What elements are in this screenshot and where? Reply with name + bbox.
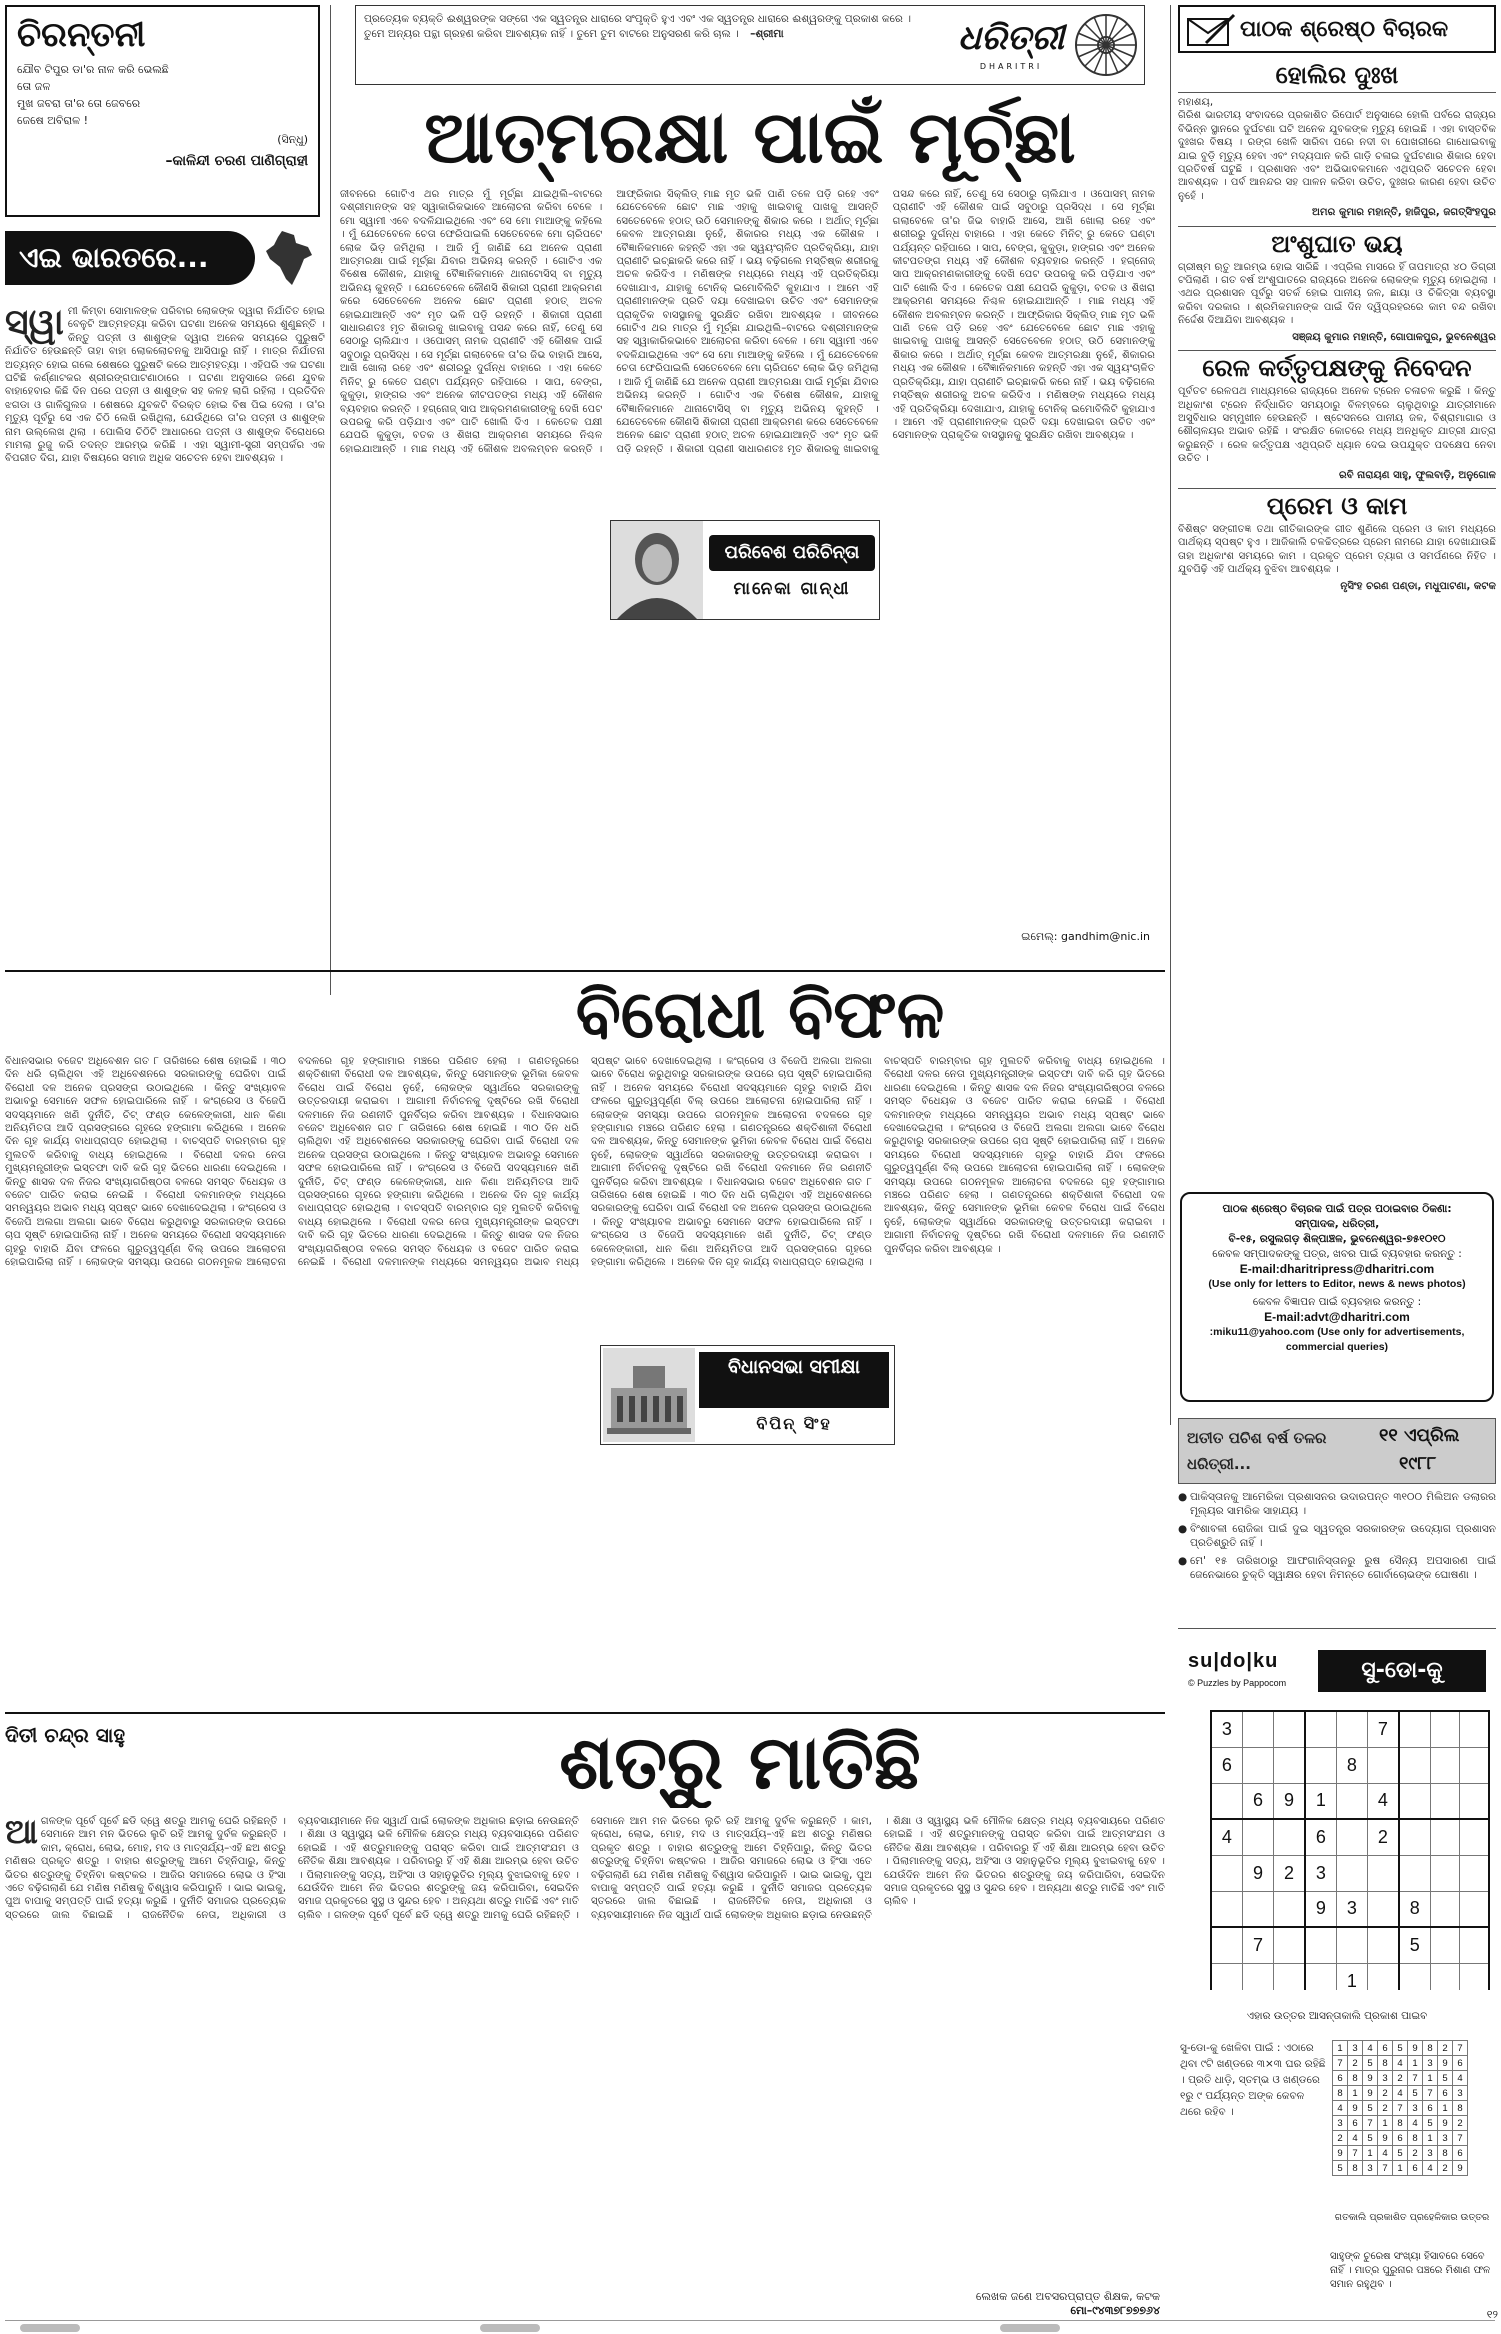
archive-date: ୧୧ ଏପ୍ରିଲ: [1379, 1425, 1460, 1446]
archive-list: [1178, 1490, 1496, 1622]
solution-cell: 4: [1408, 2116, 1423, 2131]
india-map-icon: [260, 229, 316, 289]
solution-cell: 2: [1393, 2071, 1408, 2086]
sudoku-header: [1188, 1650, 1488, 1700]
column-box-parivesh: [610, 520, 880, 620]
sudoku-cell[interactable]: [1368, 1963, 1399, 1990]
author-phone: ମୋ–୯୪୩୭୮୭୭୭୬୪: [1070, 2304, 1160, 2317]
sudoku-cell[interactable]: [1399, 1711, 1430, 1747]
sudoku-cell[interactable]: [1368, 1747, 1399, 1783]
letter-4-sign: ନୃସିଂହ ଚରଣ ପଣ୍ଡା, ମଧୁପାଟଣା, କଟକ: [1340, 580, 1496, 592]
middle-article-text: ବିଧାନସଭାର ବଜେଟ ଅଧିବେଶନ ଗତ ୮ ତାରିଖରେ ଶେଷ ହୋଇଛି । ୩୦ ଦିନ ଧରି ଚାଲିଥିବା ଏହି ଅଧିବେଶନରେ ସରକାରଙ୍କୁ ଘେରିବା ପାଇଁ ବିରୋଧୀ ଦଳ ଅନେକ ପ୍ରସଙ୍ଗ ଉଠାଇଥିଲେ । କିନ୍ତୁ ସଂଖ୍ୟାବଳ ଅଭାବରୁ ସେମାନେ ସଫଳ ହୋଇପାରିଲେ ନାହିଁ । କଂଗ୍ରେସ ଓ ବିଜେପି ସଦସ୍ୟମାନେ ଖଣି ଦୁର୍ନୀତି, ଚିଟ୍ ଫଣ୍ଡ କେଳେଙ୍କାରୀ, ଧାନ କିଣା ଅନିୟମିତତା ଆଦି ପ୍ରସଙ୍ଗରେ ଗୃହରେ ହଙ୍ଗାମା କରିଥିଲେ । ଅନେକ ଦିନ ଗୃହ କାର୍ଯ୍ୟ ବାଧାପ୍ରାପ୍ତ ହୋଇଥିଲା । ବାଚସ୍ପତି ବାରମ୍ବାର ଗୃହ ମୁଲତବି କରିବାକୁ ବାଧ୍ୟ ହୋଇଥିଲେ । ବିରୋଧୀ ଦଳର ନେତା ମୁଖ୍ୟମନ୍ତ୍ରୀଙ୍କ ଇସ୍ତଫା ଦାବି କରି ଗୃହ ଭିତରେ ଧାରଣା ଦେଇଥିଲେ । କିନ୍ତୁ ଶାସକ ଦଳ ନିଜର ସଂଖ୍ୟାଗରିଷ୍ଠତା ବଳରେ ସମସ୍ତ ବିଧେୟକ ଓ ବଜେଟ ପାରିତ କରାଇ ନେଇଛି । ବିରୋଧୀ ଦଳମାନଙ୍କ ମଧ୍ୟରେ ସମନ୍ୱୟର ଅଭାବ ମଧ୍ୟ ସ୍ପଷ୍ଟ ଭାବେ ଦେଖାଦେଇଥିଲା । କଂଗ୍ରେସ ଓ ବିଜେପି ଅଲଗା ଅଲଗା ଭାବେ ବିରୋଧ କରୁଥିବାରୁ ସରକାରଙ୍କ ଉପରେ ଚାପ ସୃଷ୍ଟି ହୋଇପାରିଲା ନାହିଁ । ଅନେକ ସମୟରେ ବିରୋଧୀ ସଦସ୍ୟମାନେ ଗୃହରୁ ବାହାରି ଯିବା ଫଳରେ ଗୁରୁତ୍ୱପୂର୍ଣ୍ଣ ବିଲ୍ ଉପରେ ଆଲୋଚନା ହୋଇପାରିଲା ନାହିଁ । ଲୋକଙ୍କ ସମସ୍ୟା ଉପରେ ଗଠନମୂଳକ ଆଲୋଚନା ବଦଳରେ ଗୃହ ହଙ୍ଗାମାର ମଞ୍ଚରେ ପରିଣତ ହେଲା । ଗଣତନ୍ତ୍ରରେ ଶକ୍ତିଶାଳୀ ବିରୋଧୀ ଦଳ ଆବଶ୍ୟକ, କିନ୍ତୁ ସେମାନଙ୍କ ଭୂମିକା କେବଳ ବିରୋଧ ପାଇଁ ବିରୋଧ ନୁହେଁ, ଲୋକଙ୍କ ସ୍ୱାର୍ଥରେ ସରକାରଙ୍କୁ ଉତ୍ତରଦାୟୀ କରାଇବା । ଆଗାମୀ ନିର୍ବାଚନକୁ ଦୃଷ୍ଟିରେ ରଖି ବିରୋଧୀ ଦଳମାନେ ନିଜ ରଣନୀତି ପୁନର୍ବିଚାର କରିବା ଆବଶ୍ୟକ ।: [5, 1056, 579, 1269]
sudoku-credit: © Puzzles by Pappocom: [1188, 1678, 1287, 1688]
ei-bharatare-title: ଏଇ ଭାରତରେ...: [5, 231, 255, 285]
solution-cell: 3: [1363, 2161, 1378, 2176]
solution-cell: 1: [1393, 2161, 1408, 2176]
sudoku-cell[interactable]: [1242, 1891, 1273, 1927]
sudoku-cell[interactable]: [1336, 1855, 1367, 1891]
sudoku-row: [1211, 1747, 1489, 1783]
footer-bar-right: [1000, 2324, 1060, 2332]
sudoku-solution-label: ଗତକାଲି ପ୍ରକାଶିତ ପ୍ରହେଳିକାର ଉତ୍ତର: [1334, 2212, 1490, 2223]
sudoku-cell[interactable]: [1305, 1963, 1336, 1990]
sudoku-cell[interactable]: 3: [1211, 1711, 1242, 1747]
solution-cell: 9: [1453, 2161, 1468, 2176]
solution-cell: 4: [1363, 2041, 1378, 2056]
letter-2-body: ଗ୍ରୀଷ୍ମ ଋତୁ ଆରମ୍ଭ ହୋଇ ସାରିଛି । ଏପ୍ରିଲ ମାସରେ ହିଁ ତାପମାତ୍ରା ୪୦ ଡିଗ୍ରୀ ଟପିଲାଣି । ଗତ ବର୍ଷ ଅଂଶୁଘାତରେ ରାଜ୍ୟରେ ଅନେକ ଲୋକଙ୍କ ମୃତ୍ୟୁ ହୋଇଥିଲା । ଏଥର ପ୍ରଶାସନ ପୂର୍ବରୁ ସତର୍କ ହୋଇ ପାନୀୟ ଜଳ, ଛାୟା ଓ ଚିକିତ୍ସା ବ୍ୟବସ୍ଥା କରିବା ଦରକାର । ଶ୍ରମିକମାନଙ୍କ ପାଇଁ ଦିନ ଦ୍ୱିପ୍ରହରରେ କାମ ବନ୍ଦ ରଖିବା ନିର୍ଦ୍ଦେଶ ଦିଆଯିବା ଆବଶ୍ୟକ ।: [1178, 261, 1496, 327]
solution-cell: 2: [1453, 2116, 1468, 2131]
solution-cell: 5: [1363, 2101, 1378, 2116]
address-line-4: କେବଳ ସମ୍ପାଦକଙ୍କୁ ପତ୍ର, ଖବର ପାଇଁ ବ୍ୟବହାର କରନ୍ତୁ :: [1212, 1248, 1462, 1260]
letter-1-salutation: ମହାଶୟ,: [1178, 97, 1214, 108]
solution-cell: 9: [1363, 2071, 1378, 2086]
sudoku-cell[interactable]: 1: [1336, 1963, 1367, 1990]
banner-quote: [364, 12, 934, 42]
sudoku-cell[interactable]: [1242, 1819, 1273, 1855]
solution-cell: 6: [1408, 2161, 1423, 2176]
letter-4-title: ପ୍ରେମ ଓ କାମ: [1266, 491, 1408, 520]
sudoku-cell[interactable]: [1211, 1855, 1242, 1891]
solution-cell: 8: [1438, 2146, 1453, 2161]
solution-cell: 4: [1423, 2161, 1438, 2176]
sudoku-cell[interactable]: 4: [1211, 1819, 1242, 1855]
solution-cell: 9: [1438, 2116, 1453, 2131]
sudoku-cell[interactable]: [1430, 1783, 1459, 1819]
sudoku-cell[interactable]: 7: [1242, 1927, 1273, 1963]
letters-section: [1178, 58, 1496, 1178]
sudoku-cell[interactable]: 2: [1274, 1855, 1305, 1891]
sudoku-answer-note: ଏହାର ଉତ୍ତର ଆସନ୍ତାକାଲି ପ୍ରକାଶ ପାଇବ: [1246, 2010, 1428, 2022]
solution-cell: 2: [1378, 2101, 1393, 2116]
envelope-pen-icon: [1186, 13, 1236, 47]
solution-row: [1333, 2056, 1468, 2071]
middle-headline: ବିରୋଧୀ ବିଫଳ: [575, 976, 945, 1053]
sudoku-cell[interactable]: [1274, 1927, 1305, 1963]
solution-cell: 6: [1423, 2101, 1438, 2116]
sudoku-cell[interactable]: [1368, 1891, 1399, 1927]
sudoku-cell[interactable]: [1274, 1819, 1305, 1855]
letter-3: [1178, 350, 1496, 482]
sudoku-cell[interactable]: 9: [1274, 1783, 1305, 1819]
main-headline: ଆତ୍ମରକ୍ଷା ପାଇଁ ମୂର୍ଚ୍ଛା: [424, 95, 1076, 179]
sudoku-cell[interactable]: [1399, 1747, 1430, 1783]
top-banner: [355, 5, 1145, 85]
solution-row: [1333, 2146, 1468, 2161]
middle-article-text-cont: ବିଧାନସଭାର ବଜେଟ ଅଧିବେଶନ ଗତ ୮ ତାରିଖରେ ଶେଷ ହୋଇଛି । ୩୦ ଦିନ ଧରି ଚାଲିଥିବା ଏହି ଅଧିବେଶନରେ ସରକାରଙ୍କୁ ଘେରିବା ପାଇଁ ବିରୋଧୀ ଦଳ ଅନେକ ପ୍ରସଙ୍ଗ ଉଠାଇଥିଲେ । କିନ୍ତୁ ସଂଖ୍ୟାବଳ ଅଭାବରୁ ସେମାନେ ସଫଳ ହୋଇପାରିଲେ ନାହିଁ । କଂଗ୍ରେସ ଓ ବିଜେପି ସଦସ୍ୟମାନେ ଖଣି ଦୁର୍ନୀତି, ଚିଟ୍ ଫଣ୍ଡ କେଳେଙ୍କାରୀ, ଧାନ କିଣା ଅନିୟମିତତା ଆଦି ପ୍ରସଙ୍ଗରେ ଗୃହରେ ହଙ୍ଗାମା କରିଥିଲେ । ଅନେକ ଦିନ ଗୃହ କାର୍ଯ୍ୟ ବାଧାପ୍ରାପ୍ତ ହୋଇଥିଲା । ବାଚସ୍ପତି ବାରମ୍ବାର ଗୃହ ମୁଲତବି କରିବାକୁ ବାଧ୍ୟ ହୋଇଥିଲେ । ବିରୋଧୀ ଦଳର ନେତା ମୁଖ୍ୟମନ୍ତ୍ରୀଙ୍କ ଇସ୍ତଫା ଦାବି କରି ଗୃହ ଭିତରେ ଧାରଣା ଦେଇଥିଲେ । କିନ୍ତୁ ଶାସକ ଦଳ ନିଜର ସଂଖ୍ୟାଗରିଷ୍ଠତା ବଳରେ ସମସ୍ତ ବିଧେୟକ ଓ ବଜେଟ ପାରିତ କରାଇ ନେଇଛି । ବିରୋଧୀ ଦଳମାନଙ୍କ ମଧ୍ୟରେ ସମନ୍ୱୟର ଅଭାବ ମଧ୍ୟ ସ୍ପଷ୍ଟ ଭାବେ ଦେଖାଦେଇଥିଲା । କଂଗ୍ରେସ ଓ ବିଜେପି ଅଲଗା ଅଲଗା ଭାବେ ବିରୋଧ କରୁଥିବାରୁ ସରକାରଙ୍କ ଉପରେ ଚାପ ସୃଷ୍ଟି ହୋଇପାରିଲା ନାହିଁ । ଅନେକ ସମୟରେ ବିରୋଧୀ ସଦସ୍ୟମାନେ ଗୃହରୁ ବାହାରି ଯିବା ଫଳରେ ଗୁରୁତ୍ୱପୂର୍ଣ୍ଣ ବିଲ୍ ଉପରେ ଆଲୋଚନା ହୋଇପାରିଲା ନାହିଁ । ଲୋକଙ୍କ ସମସ୍ୟା ଉପରେ ଗଠନମୂଳକ ଆଲୋଚନା ବଦଳରେ ଗୃହ ହଙ୍ଗାମାର ମଞ୍ଚରେ ପରିଣତ ହେଲା । ଗଣତନ୍ତ୍ରରେ ଶକ୍ତିଶାଳୀ ବିରୋଧୀ ଦଳ ଆବଶ୍ୟକ, କିନ୍ତୁ ସେମାନଙ୍କ ଭୂମିକା କେବଳ ବିରୋଧ ପାଇଁ ବିରୋଧ ନୁହେଁ, ଲୋକଙ୍କ ସ୍ୱାର୍ଥରେ ସରକାରଙ୍କୁ ଉତ୍ତରଦାୟୀ କରାଇବା । ଆଗାମୀ ନିର୍ବାଚନକୁ ଦୃଷ୍ଟିରେ ରଖି ବିରୋଧୀ ଦଳମାନେ ନିଜ ରଣନୀତି ପୁନର୍ବିଚାର କରିବା ଆବଶ୍ୟକ ।: [298, 1056, 872, 1269]
sudoku-cell[interactable]: [1430, 1711, 1459, 1747]
sudoku-row: [1211, 1819, 1489, 1855]
solution-cell: 6: [1333, 2071, 1348, 2086]
solution-row: [1333, 2131, 1468, 2146]
ei-bharatare-banner: [5, 225, 320, 297]
solution-cell: 2: [1378, 2086, 1393, 2101]
sudoku-cell[interactable]: 5: [1399, 1927, 1430, 1963]
address-line-6: (Use only for letters to Editor, news & news photos): [1208, 1278, 1466, 1290]
sudoku-cell[interactable]: [1399, 1855, 1430, 1891]
sudoku-cell[interactable]: [1430, 1747, 1459, 1783]
solution-cell: 4: [1348, 2131, 1363, 2146]
sudoku-cell[interactable]: [1368, 1855, 1399, 1891]
sudoku-cell[interactable]: 2: [1368, 1819, 1399, 1855]
sudoku-cell[interactable]: 7: [1368, 1711, 1399, 1747]
solution-cell: 4: [1378, 2146, 1393, 2161]
sudoku-cell[interactable]: [1430, 1963, 1459, 1990]
solution-cell: 3: [1348, 2041, 1363, 2056]
solution-cell: 7: [1333, 2056, 1348, 2071]
author-photo: [611, 521, 703, 619]
solution-cell: 9: [1363, 2086, 1378, 2101]
sudoku-cell[interactable]: [1460, 1855, 1489, 1891]
solution-cell: 9: [1378, 2131, 1393, 2146]
solution-cell: 1: [1378, 2116, 1393, 2131]
solution-cell: 7: [1378, 2161, 1393, 2176]
sudoku-cell[interactable]: [1336, 1783, 1367, 1819]
solution-cell: 8: [1393, 2116, 1408, 2131]
middle-article-text-cont-2: ବିଧାନସଭାର ବଜେଟ ଅଧିବେଶନ ଗତ ୮ ତାରିଖରେ ଶେଷ ହୋଇଛି । ୩୦ ଦିନ ଧରି ଚାଲିଥିବା ଏହି ଅଧିବେଶନରେ ସରକାରଙ୍କୁ ଘେରିବା ପାଇଁ ବିରୋଧୀ ଦଳ ଅନେକ ପ୍ରସଙ୍ଗ ଉଠାଇଥିଲେ । କିନ୍ତୁ ସଂଖ୍ୟାବଳ ଅଭାବରୁ ସେମାନେ ସଫଳ ହୋଇପାରିଲେ ନାହିଁ । କଂଗ୍ରେସ ଓ ବିଜେପି ସଦସ୍ୟମାନେ ଖଣି ଦୁର୍ନୀତି, ଚିଟ୍ ଫଣ୍ଡ କେଳେଙ୍କାରୀ, ଧାନ କିଣା ଅନିୟମିତତା ଆଦି ପ୍ରସଙ୍ଗରେ ଗୃହରେ ହଙ୍ଗାମା କରିଥିଲେ । ଅନେକ ଦିନ ଗୃହ କାର୍ଯ୍ୟ ବାଧାପ୍ରାପ୍ତ ହୋଇଥିଲା । ବାଚସ୍ପତି ବାରମ୍ବାର ଗୃହ ମୁଲତବି କରିବାକୁ ବାଧ୍ୟ ହୋଇଥିଲେ । ବିରୋଧୀ ଦଳର ନେତା ମୁଖ୍ୟମନ୍ତ୍ରୀଙ୍କ ଇସ୍ତଫା ଦାବି କରି ଗୃହ ଭିତରେ ଧାରଣା ଦେଇଥିଲେ । କିନ୍ତୁ ଶାସକ ଦଳ ନିଜର ସଂଖ୍ୟାଗରିଷ୍ଠତା ବଳରେ ସମସ୍ତ ବିଧେୟକ ଓ ବଜେଟ ପାରିତ କରାଇ ନେଇଛି । ବିରୋଧୀ ଦଳମାନଙ୍କ ମଧ୍ୟରେ ସମନ୍ୱୟର ଅଭାବ ମଧ୍ୟ ସ୍ପଷ୍ଟ ଭାବେ ଦେଖାଦେଇଥିଲା । କଂଗ୍ରେସ ଓ ବିଜେପି ଅଲଗା ଅଲଗା ଭାବେ ବିରୋଧ କରୁଥିବାରୁ ସରକାରଙ୍କ ଉପରେ ଚାପ ସୃଷ୍ଟି ହୋଇପାରିଲା ନାହିଁ । ଅନେକ ସମୟରେ ବିରୋଧୀ ସଦସ୍ୟମାନେ ଗୃହରୁ ବାହାରି ଯିବା ଫଳରେ ଗୁରୁତ୍ୱପୂର୍ଣ୍ଣ ବିଲ୍ ଉପରେ ଆଲୋଚନା ହୋଇପାରିଲା ନାହିଁ । ଲୋକଙ୍କ ସମସ୍ୟା ଉପରେ ଗଠନମୂଳକ ଆଲୋଚନା ବଦଳରେ ଗୃହ ହଙ୍ଗାମାର ମଞ୍ଚରେ ପରିଣତ ହେଲା । ଗଣତନ୍ତ୍ରରେ ଶକ୍ତିଶାଳୀ ବିରୋଧୀ ଦଳ ଆବଶ୍ୟକ, କିନ୍ତୁ ସେମାନଙ୍କ ଭୂମିକା କେବଳ ବିରୋଧ ପାଇଁ ବିରୋଧ ନୁହେଁ, ଲୋକଙ୍କ ସ୍ୱାର୍ଥରେ ସରକାରଙ୍କୁ ଉତ୍ତରଦାୟୀ କରାଇବା । ଆଗାମୀ ନିର୍ବାଚନକୁ ଦୃଷ୍ଟିରେ ରଖି ବିରୋଧୀ ଦଳମାନେ ନିଜ ରଣନୀତି ପୁନର୍ବିଚାର କରିବା ଆବଶ୍ୟକ ।: [591, 1056, 1165, 1269]
closing-note: ଲେଖକ ଜଣେ ଅବସରପ୍ରାପ୍ତ ଶିକ୍ଷକ, କଟକ: [975, 2290, 1160, 2303]
chirantani-source: (ସିନ୍ଧୁ): [277, 133, 308, 146]
solution-cell: 4: [1393, 2086, 1408, 2101]
ei-bharatare-text: ମୀ କିମ୍ବା ସୋମାଳଙ୍କ ପରିବାର ଲୋକଙ୍କ ଦ୍ୱାରା ନିର୍ଯାତିତ ହୋଇ ବେଳୁଟି ଆତ୍ମହତ୍ୟା କରିବା ଘଟଣା ଅନେକ ସମୟରେ ଶୁଣୁଛନ୍ତି । କିନ୍ତୁ ପତ୍ନୀ ଓ ଶାଶୁଙ୍କ ଦ୍ୱାରା ଅନେକ ସମୟରେ ପୁରୁଷଟି ନିର୍ଯାତିତ ହେଉଛନ୍ତି ତାହା ବାହା ଲୋକଲୋଚନକୁ ଆସିପାରୁ ନାହିଁ । ମାତ୍ର ନିର୍ଯାତନା ଅତ୍ୟନ୍ତ ହୋଇ ଗଲେ ଶେଷରେ ପୁରୁଷଟି କରେ ଆତ୍ମହତ୍ୟା । ଏହିପରି ଏକ ଘଟଣା ଘଟିଛି କର୍ଣ୍ଣାଟକର ଶ୍ରୀରଙ୍ଗପାଟଣାଠାରେ । ଘଟଣା ଅନୁସାରେ ଜଣେ ଯୁବକ ବାହାହେବାର କିଛି ଦିନ ପରେ ପତ୍ନୀ ଓ ଶାଶୁଙ୍କ ସହ କଳହ ଲାଗି ରହିଲା । ପ୍ରତିଦିନ ଝଗଡା ଓ ଗାଳିଗୁଲଜ । ଶେଷରେ ଯୁବକଟି ବିରକ୍ତ ହୋଇ ବିଷ ପିଇ ଦେଲା । ତା'ର ମୃତ୍ୟୁ ପୂର୍ବରୁ ସେ ଏକ ଚିଠି ଲେଖି ରଖିଥିଲା, ଯେଉଁଥିରେ ତା'ର ପତ୍ନୀ ଓ ଶାଶୁଙ୍କ ନାମ ଉଲ୍ଲେଖ ଥିଲା । ପୋଲିସ ଚିଠିଟି ଆଧାରରେ ପତ୍ନୀ ଓ ଶାଶୁଙ୍କ ବିରୋଧରେ ମାମଲା ରୁଜୁ କରି ତଦନ୍ତ ଆରମ୍ଭ କରିଛି । ଏହା ସ୍ୱାମୀ-ସ୍ତ୍ରୀ ସମ୍ପର୍କର ଏକ ବିପରୀତ ଦିଗ, ଯାହା ବିଷୟରେ ସମାଜ ଅଧିକ ସଚେତନ ହେବା ଆବଶ୍ୟକ ।: [5, 306, 325, 465]
address-line-7: କେବଳ ବିଜ୍ଞାପନ ପାଇଁ ବ୍ୟବହାର କରନ୍ତୁ :: [1252, 1296, 1422, 1308]
sudoku-cell[interactable]: [1399, 1783, 1430, 1819]
solution-row: [1333, 2116, 1468, 2131]
sudoku-cell[interactable]: [1274, 1747, 1305, 1783]
chirantani-heading: ଚିରନ୍ତନୀ: [17, 15, 146, 55]
solution-cell: 5: [1363, 2056, 1378, 2071]
dharitri-logo: [956, 14, 1066, 76]
footer-bar-left: [20, 2324, 80, 2332]
solution-cell: 6: [1393, 2131, 1408, 2146]
solution-cell: 8: [1378, 2056, 1393, 2071]
column-name-vidhansabha: ବିଧାନସଭା ସମୀକ୍ଷା: [699, 1352, 889, 1408]
sudoku-cell[interactable]: [1274, 1711, 1305, 1747]
middle-article-author: ବିପିନ୍ ସିଂହ: [756, 1414, 832, 1433]
solution-cell: 1: [1408, 2056, 1423, 2071]
sudoku-cell[interactable]: [1211, 1963, 1242, 1990]
address-line-9: :miku11@yahoo.com (Use only for advertisements, commercial queries): [1209, 1326, 1465, 1353]
bottom-headline: ଶତ୍ରୁ ମାତିଛି: [559, 1720, 921, 1806]
solution-cell: 4: [1453, 2071, 1468, 2086]
pathaka-header: [1178, 5, 1496, 53]
solution-cell: 2: [1438, 2161, 1453, 2176]
sudoku-row: [1211, 1711, 1489, 1747]
letter-4: [1178, 488, 1496, 593]
archive-banner: [1178, 1418, 1496, 1484]
solution-cell: 6: [1453, 2146, 1468, 2161]
sudoku-grid: [1210, 1710, 1490, 1990]
letter-3-sign: ରବି ନାରାୟଣ ସାହୁ, ଫୁଲବାଡ଼ି, ଅନୁଗୋଳ: [1338, 469, 1496, 481]
solution-cell: 8: [1423, 2041, 1438, 2056]
solution-cell: 8: [1408, 2131, 1423, 2146]
sudoku-cell[interactable]: [1242, 1747, 1273, 1783]
address-email-advt[interactable]: E-mail:advt@dharitri.com: [1264, 1310, 1410, 1324]
solution-cell: 3: [1423, 2146, 1438, 2161]
solution-cell: 3: [1423, 2056, 1438, 2071]
solution-cell: 1: [1333, 2041, 1348, 2056]
sudoku-cell[interactable]: [1430, 1927, 1459, 1963]
sudoku-row: [1211, 1783, 1489, 1819]
solution-cell: 3: [1438, 2131, 1453, 2146]
sudoku-cell[interactable]: [1305, 1747, 1336, 1783]
bottom-article-text-cont: ଗଳଙ୍କ ପୂର୍ବେ ପୂର୍ବେ ଛଡି ଦ୍ୱେ ଶତ୍ରୁ ଆମକୁ ଘେରି ରହିଛନ୍ତି । ସେମାନେ ଆମ ମନ ଭିତରେ ଲୁଚି ରହି ଆମକୁ ଦୁର୍ବଳ କରୁଛନ୍ତି । କାମ, କ୍ରୋଧ, ଲୋଭ, ମୋହ, ମଦ ଓ ମାତ୍ସର୍ଯ୍ୟ–ଏହି ଛଅ ଶତ୍ରୁ ମଣିଷର ପ୍ରକୃତ ଶତ୍ରୁ । ବାହାର ଶତ୍ରୁଙ୍କୁ ଆମେ ଚିହ୍ନିପାରୁ, କିନ୍ତୁ ଭିତର ଶତ୍ରୁଙ୍କୁ ଚିହ୍ନିବା କଷ୍ଟକର । ଆଜିର ସମାଜରେ ଲୋଭ ଓ ହିଂସା ଏତେ ବଢ଼ିଗଲାଣି ଯେ ମଣିଷ ମଣିଷକୁ ବିଶ୍ୱାସ କରିପାରୁନି । ଭାଇ ଭାଇକୁ, ପୁଅ ବାପାକୁ ସମ୍ପତ୍ତି ପାଇଁ ହତ୍ୟା କରୁଛି । ଦୁର୍ନୀତି ସମାଜର ପ୍ରତ୍ୟେକ ସ୍ତରରେ ଜାଲ ବିଛାଇଛି । ରାଜନୈତିକ ନେତା, ଅଧିକାରୀ ଓ ବ୍ୟବସାୟୀମାନେ ନିଜ ସ୍ୱାର୍ଥ ପାଇଁ ଲୋକଙ୍କ ଅଧିକାର ଛଡ଼ାଇ ନେଉଛନ୍ତି । ଶିକ୍ଷା ଓ ସ୍ୱାସ୍ଥ୍ୟ ଭଳି ମୌଳିକ କ୍ଷେତ୍ର ମଧ୍ୟ ବ୍ୟବସାୟରେ ପରିଣତ ହୋଇଛି । ଏହି ଶତ୍ରୁମାନଙ୍କୁ ପରାସ୍ତ କରିବା ପାଇଁ ଆତ୍ମସଂଯମ ଓ ନୈତିକ ଶିକ୍ଷା ଆବଶ୍ୟକ । ପରିବାରରୁ ହିଁ ଏହି ଶିକ୍ଷା ଆରମ୍ଭ ହେବା ଉଚିତ । ପିଲାମାନଙ୍କୁ ସତ୍ୟ, ଅହିଂସା ଓ ସହାନୁଭୂତିର ମୂଲ୍ୟ ବୁଝାଇବାକୁ ହେବ । ଯେଉଁଦିନ ଆମେ ନିଜ ଭିତରର ଶତ୍ରୁଙ୍କୁ ଜୟ କରିପାରିବା, ସେଇଦିନ ସମାଜ ପ୍ରକୃତରେ ସୁସ୍ଥ ଓ ସୁନ୍ଦର ହେବ । ଅନ୍ୟଥା ଶତ୍ରୁ ମାତିଛି ଏବଂ ମାତି ଚାଲିବ ।: [333, 1816, 1165, 1921]
sudoku-cell[interactable]: [1211, 1927, 1242, 1963]
solution-cell: 1: [1348, 2086, 1363, 2101]
sudoku-cell[interactable]: [1399, 1963, 1430, 1990]
sudoku-cell[interactable]: 6: [1211, 1747, 1242, 1783]
middle-article-body: [5, 1055, 1165, 1705]
sudoku-cell[interactable]: 4: [1368, 1783, 1399, 1819]
banner-quote-text: ପ୍ରତ୍ୟେକ ବ୍ୟକ୍ତି ଈଶ୍ୱରଙ୍କ ସଙ୍ଗେ ଏକ ସ୍ୱତନ୍ତ୍ର ଧାରାରେ ସଂପୃକ୍ତି ହୁଏ ଏବଂ ଏକ ସ୍ୱତନ୍ତ୍ର ଧାରାରେ ଈଶ୍ୱରଙ୍କୁ ପ୍ରକାଶ କରେ । ତୁମେ ଅନ୍ୟର ପନ୍ଥା ଗ୍ରହଣ କରିବା ଆବଶ୍ୟକ ନାହିଁ । ତୁମେ ତୁମ ବାଟରେ ଅନୁସରଣ କରି ଚାଲ ।: [364, 13, 911, 40]
letter-3-title: ରେଳ କର୍ତ୍ତୃପକ୍ଷଙ୍କୁ ନିବେଦନ: [1202, 354, 1472, 383]
ei-bharatare-body: [5, 305, 325, 995]
solution-cell: 5: [1408, 2086, 1423, 2101]
sudoku-cell[interactable]: [1430, 1855, 1459, 1891]
sudoku-cell[interactable]: 3: [1305, 1855, 1336, 1891]
letter-4-body: ବିଶିଷ୍ଟ ସଙ୍ଗୀତଜ୍ଞ ତଥା ଗୀତିକାରଙ୍କ ଗୀତ ଶୁଣିଲେ ପ୍ରେମ ଓ କାମ ମଧ୍ୟରେ ପାର୍ଥକ୍ୟ ସ୍ପଷ୍ଟ ହୁଏ । ଆଜିକାଲି ଚଳଚ୍ଚିତ୍ରରେ ପ୍ରେମ ନାମରେ ଯାହା ଦେଖାଯାଉଛି ତାହା ଅଧିକାଂଶ ସମୟରେ କାମ । ପ୍ରକୃତ ପ୍ରେମ ତ୍ୟାଗ ଓ ସମର୍ପଣରେ ନିହିତ । ଯୁବପିଢ଼ି ଏହି ପାର୍ଥକ୍ୟ ବୁଝିବା ଆବଶ୍ୟକ ।: [1178, 523, 1496, 576]
solution-row: [1333, 2101, 1468, 2116]
page-number: ୧୨: [1486, 2308, 1498, 2321]
archive-item: ● ବିଂଶାବଳୀ ରୋଜିକା ପାଇଁ ଦୁଇ ସ୍ୱତନ୍ତ୍ର ସରକାରଙ୍କ ଉଦ୍ୟୋଗ ପ୍ରଶାସନ ପ୍ରତିଶ୍ରୁତି ନାହିଁ ।: [1178, 1523, 1496, 1549]
sudoku-cell[interactable]: [1460, 1819, 1489, 1855]
footer-bar-mid: [480, 2324, 540, 2332]
solution-cell: 5: [1438, 2071, 1453, 2086]
letter-2: [1178, 226, 1496, 344]
sudoku-cell[interactable]: [1460, 1783, 1489, 1819]
solution-cell: 6: [1438, 2086, 1453, 2101]
solution-cell: 2: [1438, 2041, 1453, 2056]
solution-cell: 3: [1453, 2086, 1468, 2101]
wheel-emblem-icon: [1071, 10, 1141, 80]
solution-cell: 9: [1408, 2041, 1423, 2056]
sudoku-solution: [1332, 2040, 1492, 2210]
main-article-text: ଜୀବନରେ ଗୋଟିଏ ଥର ମାତ୍ର ମୁଁ ମୂର୍ଚ୍ଛା ଯାଇଥିଲି–ବାଟରେ ଦଶ୍ରୀମାନଙ୍କ ସହ ସ୍ୱାକାରିକଭାବେ ଆଲୋଚନା କରିବା ବେଳେ । ମୋ ସ୍ୱାମୀ ଏବେ ବଦଳିଯାଇଥିଲେ ଏବଂ ସେ ମୋ ମାଆଙ୍କୁ କହିଲେ । ମୁଁ ଯେତେବେଳେ ଚେତା ଫେରିପାଇଲି ସେତେବେଳେ ମୋ ଚାରିପଟେ ଲୋକ ଭିଡ଼ ଜମିଥିଲା । ଆଜି ମୁଁ ଜାଣିଛି ଯେ ଅନେକ ପ୍ରାଣୀ ଆତ୍ମରକ୍ଷା ପାଇଁ ମୂର୍ଚ୍ଛା ଯିବାର ଅଭିନୟ କରନ୍ତି । ଗୋଟିଏ ଏକ ବିଶେଷ କୌଶଳ, ଯାହାକୁ ବୈଜ୍ଞାନିକମାନେ ଥାନାଟୋସିସ୍ ବା ମୃତ୍ୟୁ ଅଭିନୟ କୁହନ୍ତି । ଯେତେବେଳେ କୌଣସି ଶିକାରୀ ପ୍ରାଣୀ ଆକ୍ରମଣ କରେ ସେତେବେଳେ ଅନେକ ଛୋଟ ପ୍ରାଣୀ ହଠାତ୍ ଅଚଳ ହୋଇଯାଆନ୍ତି ଏବଂ ମୃତ ଭଳି ପଡ଼ି ରହନ୍ତି । ଶିକାରୀ ପ୍ରାଣୀ ସାଧାରଣତଃ ମୃତ ଶିକାରକୁ ଖାଇବାକୁ ପସନ୍ଦ କରେ ନାହିଁ, ତେଣୁ ସେ ସେଠାରୁ ଚାଲିଯାଏ । ଓପୋସମ୍ ନାମକ ପ୍ରାଣୀଟି ଏହି କୌଶଳ ପାଇଁ ସବୁଠାରୁ ପ୍ରସିଦ୍ଧ । ସେ ମୂର୍ଚ୍ଛା ଗଲାବେଳେ ତା'ର ଜିଭ ବାହାରି ଆସେ, ଆଖି ଖୋଲା ରହେ ଏବଂ ଶରୀରରୁ ଦୁର୍ଗନ୍ଧ ବାହାରେ । ଏହା କେତେ ମିନିଟ୍ ରୁ କେତେ ଘଣ୍ଟା ପର୍ଯ୍ୟନ୍ତ ରହିପାରେ । ସାପ, ବେଙ୍ଗ, କୁକୁଡ଼ା, ହାଙ୍ଗର ଏବଂ ଅନେକ କୀଟପତଙ୍ଗ ମଧ୍ୟ ଏହି କୌଶଳ ବ୍ୟବହାର କରନ୍ତି । ହଗ୍ନୋଜ୍ ସାପ ଆକ୍ରମଣକାରୀଙ୍କୁ ଦେଖି ପେଟ ଉପରକୁ କରି ପଡ଼ିଯାଏ ଏବଂ ପାଟି ଖୋଲି ଦିଏ । କେତେକ ପକ୍ଷୀ ଯେପରି କୁକୁଡ଼ା, ବତକ ଓ ଶିଖରା ଆକ୍ରମଣ ସମୟରେ ନିଶ୍ଚଳ ହୋଇଯାଆନ୍ତି । ମାଛ ମଧ୍ୟ ଏହି କୌଶଳ ଅବଲମ୍ବନ କରନ୍ତି । ଆଫ୍ରିକାର ସିକ୍ଲିଡ୍ ମାଛ ମୃତ ଭଳି ପାଣି ତଳେ ପଡ଼ି ରହେ ଏବଂ ଯେତେବେଳେ ଛୋଟ ମାଛ ଏହାକୁ ଖାଇବାକୁ ପାଖକୁ ଆସନ୍ତି ସେତେବେଳେ ହଠାତ୍ ଉଠି ସେମାନଙ୍କୁ ଶିକାର କରେ । ଅର୍ଥାତ୍ ମୂର୍ଚ୍ଛା କେବଳ ଆତ୍ମରକ୍ଷା ନୁହେଁ, ଶିକାରର ମଧ୍ୟ ଏକ କୌଶଳ । ବୈଜ୍ଞାନିକମାନେ କହନ୍ତି ଏହା ଏକ ସ୍ୱୟଂଚାଳିତ ପ୍ରତିକ୍ରିୟା, ଯାହା ପ୍ରାଣୀଟି ଇଚ୍ଛାକରି କରେ ନାହିଁ । ଭୟ ବଢ଼ିଗଲେ ମସ୍ତିଷ୍କ ଶରୀରକୁ ଅଚଳ କରିଦିଏ । ମଣିଷଙ୍କ ମଧ୍ୟରେ ମଧ୍ୟ ଏହି ପ୍ରତିକ୍ରିୟା ଦେଖାଯାଏ, ଯାହାକୁ ଟୋନିକ୍ ଇମୋବିଲିଟି କୁହାଯାଏ । ଆମେ ଏହି ପ୍ରାଣୀମାନଙ୍କ ପ୍ରତି ଦୟା ଦେଖାଇବା ଉଚିତ ଏବଂ ସେମାନଙ୍କ ପ୍ରାକୃତିକ ବାସସ୍ଥାନକୁ ସୁରକ୍ଷିତ ରଖିବା ଆବଶ୍ୟକ ।: [340, 189, 879, 455]
solution-cell: 7: [1348, 2146, 1363, 2161]
sudoku-cell[interactable]: [1430, 1891, 1459, 1927]
sudoku-cell[interactable]: [1336, 1711, 1367, 1747]
solution-cell: 8: [1453, 2101, 1468, 2116]
chirantani-box: [5, 5, 320, 217]
sudoku-row: [1211, 1927, 1489, 1963]
letter-1-title: ହୋଲିର ଦୁଃଖ: [1178, 58, 1496, 93]
bottom-author: ଦିତୀ ଚନ୍ଦ୍ର ସାହୁ: [5, 1723, 126, 1747]
sudoku-cell[interactable]: 8: [1336, 1747, 1367, 1783]
solution-cell: 5: [1423, 2116, 1438, 2131]
email-label: ଇମେଲ୍:: [1021, 930, 1058, 943]
dharitri-logo-text: ଧରିତ୍ରୀ: [957, 18, 1065, 58]
sudoku-cell[interactable]: [1460, 1891, 1489, 1927]
chirantani-line-2: ତୋ ଜଳ: [17, 80, 51, 93]
ei-bharatare-dropcap: ସ୍ୱା: [5, 305, 64, 343]
main-article-email: [940, 930, 1150, 946]
sudoku-logo: su|do|ku: [1188, 1650, 1279, 1672]
sudoku-footer: ସାହୁଙ୍କ ଚୁରେଷ ସଂଖ୍ୟା ହିସାବରେ ସେବେ ନାହିଁ । ମାତ୍ର ପୁରୁନାର ପଞ୍ଚରେ ମିଶାଣ ଫଳ ସମାନ ରହୁଥିବ ।: [1330, 2251, 1491, 2290]
dharitri-logo-sub: DHARITRI: [979, 62, 1043, 71]
bottom-article-text: ଗଳଙ୍କ ପୂର୍ବେ ପୂର୍ବେ ଛଡି ଦ୍ୱେ ଶତ୍ରୁ ଆମକୁ ଘେରି ରହିଛନ୍ତି । ସେମାନେ ଆମ ମନ ଭିତରେ ଲୁଚି ରହି ଆମକୁ ଦୁର୍ବଳ କରୁଛନ୍ତି । କାମ, କ୍ରୋଧ, ଲୋଭ, ମୋହ, ମଦ ଓ ମାତ୍ସର୍ଯ୍ୟ–ଏହି ଛଅ ଶତ୍ରୁ ମଣିଷର ପ୍ରକୃତ ଶତ୍ରୁ । ବାହାର ଶତ୍ରୁଙ୍କୁ ଆମେ ଚିହ୍ନିପାରୁ, କିନ୍ତୁ ଭିତର ଶତ୍ରୁଙ୍କୁ ଚିହ୍ନିବା କଷ୍ଟକର । ଆଜିର ସମାଜରେ ଲୋଭ ଓ ହିଂସା ଏତେ ବଢ଼ିଗଲାଣି ଯେ ମଣିଷ ମଣିଷକୁ ବିଶ୍ୱାସ କରିପାରୁନି । ଭାଇ ଭାଇକୁ, ପୁଅ ବାପାକୁ ସମ୍ପତ୍ତି ପାଇଁ ହତ୍ୟା କରୁଛି । ଦୁର୍ନୀତି ସମାଜର ପ୍ରତ୍ୟେକ ସ୍ତରରେ ଜାଲ ବିଛାଇଛି । ରାଜନୈତିକ ନେତା, ଅଧିକାରୀ ଓ ବ୍ୟବସାୟୀମାନେ ନିଜ ସ୍ୱାର୍ଥ ପାଇଁ ଲୋକଙ୍କ ଅଧିକାର ଛଡ଼ାଇ ନେଉଛନ୍ତି । ଶିକ୍ଷା ଓ ସ୍ୱାସ୍ଥ୍ୟ ଭଳି ମୌଳିକ କ୍ଷେତ୍ର ମଧ୍ୟ ବ୍ୟବସାୟରେ ପରିଣତ ହୋଇଛି । ଏହି ଶତ୍ରୁମାନଙ୍କୁ ପରାସ୍ତ କରିବା ପାଇଁ ଆତ୍ମସଂଯମ ଓ ନୈତିକ ଶିକ୍ଷା ଆବଶ୍ୟକ । ପରିବାରରୁ ହିଁ ଏହି ଶିକ୍ଷା ଆରମ୍ଭ ହେବା ଉଚିତ । ପିଲାମାନଙ୍କୁ ସତ୍ୟ, ଅହିଂସା ଓ ସହାନୁଭୂତିର ମୂଲ୍ୟ ବୁଝାଇବାକୁ ହେବ । ଯେଉଁଦିନ ଆମେ ନିଜ ଭିତରର ଶତ୍ରୁଙ୍କୁ ଜୟ କରିପାରିବା, ସେଇଦିନ ସମାଜ ପ୍ରକୃତରେ ସୁସ୍ଥ ଓ ସୁନ୍ଦର ହେବ । ଅନ୍ୟଥା ଶତ୍ରୁ ମାତିଛି ଏବଂ ମାତି ଚାଲିବ ।: [5, 1816, 579, 1921]
solution-cell: 4: [1333, 2101, 1348, 2116]
solution-cell: 7: [1423, 2086, 1438, 2101]
solution-cell: 7: [1408, 2071, 1423, 2086]
solution-cell: 1: [1438, 2101, 1453, 2116]
column-box-vidhansabha: [600, 1345, 895, 1445]
sudoku-row: [1211, 1963, 1489, 1990]
sudoku-label: ସୁ-ଡୋ-କୁ: [1318, 1650, 1486, 1692]
email-address[interactable]: gandhim@nic.in: [1060, 930, 1150, 943]
sudoku-cell[interactable]: [1399, 1819, 1430, 1855]
sudoku-cell[interactable]: [1368, 1927, 1399, 1963]
solution-cell: 2: [1348, 2056, 1363, 2071]
column-name-parivesh: ପରିବେଶ ପରିଚିନ୍ତା: [709, 535, 875, 571]
letter-2-sign: ସଞ୍ଜୟ କୁମାର ମହାନ୍ତି, ଗୋପାଳପୁର, ଭୁବନେଶ୍ୱର: [1292, 331, 1496, 343]
assembly-building-icon: [603, 1348, 695, 1442]
solution-cell: 5: [1393, 2041, 1408, 2056]
solution-cell: 7: [1453, 2041, 1468, 2056]
bottom-article-dropcap: ଆ: [5, 1815, 38, 1852]
chirantani-author: –କାଳିନ୍ଦୀ ଚରଣ ପାଣିଗ୍ରାହୀ: [165, 153, 308, 169]
sudoku-cell[interactable]: 8: [1399, 1891, 1430, 1927]
sudoku-cell[interactable]: [1460, 1927, 1489, 1963]
sudoku-cell[interactable]: [1336, 1927, 1367, 1963]
solution-cell: 5: [1393, 2146, 1408, 2161]
sudoku-table: [1210, 1710, 1490, 1990]
pathaka-title: ପାଠକ ଶ୍ରେଷ୍ଠ ବିଚାରକ: [1240, 17, 1449, 42]
sudoku-cell[interactable]: [1211, 1783, 1242, 1819]
address-line-1: ପାଠକ ଶ୍ରେଷ୍ଠ ବିଚାରକ ପାଇଁ ପତ୍ର ପଠାଇବାର ଠିକଣା:: [1222, 1203, 1452, 1215]
sudoku-cell[interactable]: [1274, 1891, 1305, 1927]
sudoku-cell[interactable]: [1211, 1891, 1242, 1927]
solution-row: [1333, 2161, 1468, 2176]
banner-quote-author: –ଶ୍ରୀମା: [750, 28, 784, 40]
sudoku-cell[interactable]: 9: [1305, 1891, 1336, 1927]
chirantani-line-4: ଜେଷେ ଅବିରାଳ !: [17, 114, 89, 127]
letter-1-sign: ଅମର କୁମାର ମହାନ୍ତି, ହାଜିପୁର, ଜଗତ୍‌ସିଂହପୁର: [1312, 207, 1496, 219]
solution-cell: 5: [1333, 2161, 1348, 2176]
address-line-2: ସମ୍ପାଦକ, ଧରିତ୍ରୀ,: [1294, 1218, 1380, 1230]
solution-cell: 8: [1348, 2161, 1363, 2176]
solution-cell: 9: [1348, 2101, 1363, 2116]
solution-cell: 1: [1423, 2131, 1438, 2146]
sudoku-cell[interactable]: [1460, 1747, 1489, 1783]
solution-cell: 9: [1438, 2056, 1453, 2071]
solution-cell: 8: [1333, 2086, 1348, 2101]
sudoku-row: [1211, 1855, 1489, 1891]
sudoku-cell[interactable]: [1460, 1963, 1489, 1990]
solution-cell: 7: [1453, 2131, 1468, 2146]
solution-table: [1332, 2040, 1468, 2176]
sudoku-cell[interactable]: [1305, 1711, 1336, 1747]
sudoku-cell[interactable]: [1336, 1819, 1367, 1855]
solution-cell: 2: [1333, 2131, 1348, 2146]
archive-item: ● ମେ' ୧୫ ତାରିଖଠାରୁ ଆଫଗାନିସ୍ତାନରୁ ରୁଷ ସୈନ୍ୟ ଅପସାରଣ ପାଇଁ ଜେନେଭାରେ ଚୁକ୍ତି ସ୍ୱାକ୍ଷର ହେବା ନିମନ୍ତେ ଗୋର୍ବାଚୋଭଙ୍କ ଘୋଷଣା ।: [1178, 1555, 1496, 1581]
solution-cell: 3: [1378, 2071, 1393, 2086]
letter-1-body: ଗିରିଶ ଭାରତୀୟ ସଂବାଦରେ ପ୍ରକାଶିତ ରିପୋର୍ଟ ଅନୁସାରେ ହୋଲି ପର୍ବରେ ରାଜ୍ୟର ବିଭିନ୍ନ ସ୍ଥାନରେ ଦୁର୍ଘଟଣା ଘଟି ଅନେକ ଯୁବକଙ୍କ ମୃତ୍ୟୁ ହୋଇଛି । ଏହା ବାସ୍ତବିକ ଦୁଃଖର ବିଷୟ । ରଙ୍ଗ ଖେଳି ସାରିବା ପରେ ନଦୀ ବା ପୋଖରୀରେ ଗାଧୋଇବାକୁ ଯାଇ ବୁଡ଼ି ମୃତ୍ୟୁ ହେବା ଏବଂ ମଦ୍ୟପାନ କରି ଗାଡ଼ି ଚଳାଇ ଦୁର୍ଘଟଣାର ଶିକାର ହେବା ପ୍ରତିବର୍ଷ ଘଟୁଛି । ପ୍ରଶାସନ ଏବଂ ଅଭିଭାବକମାନେ ଏଥିପ୍ରତି ସଚେତନ ହେବା ଆବଶ୍ୟକ । ପର୍ବ ଆନନ୍ଦର ସହ ପାଳନ କରିବା ଉଚିତ, ଦୁଃଖର କାରଣ ହେବା ଉଚିତ ନୁହେଁ ।: [1178, 110, 1496, 202]
address-box: [1180, 1192, 1494, 1402]
archive-year: ୧୯୮୮: [1399, 1453, 1437, 1474]
solution-cell: 7: [1363, 2116, 1378, 2131]
solution-cell: 8: [1348, 2071, 1363, 2086]
address-line-3: ବି-୧୫, ରସୁଲଗଡ଼ ଶିଳ୍ପାଞ୍ଚଳ, ଭୁବନେଶ୍ୱର-୭୫୧୦୧୦: [1228, 1233, 1446, 1245]
bottom-article-closing: [880, 2290, 1160, 2318]
sudoku-row: [1211, 1891, 1489, 1927]
main-article-text-cont: ଜୀବନରେ ଗୋଟିଏ ଥର ମାତ୍ର ମୁଁ ମୂର୍ଚ୍ଛା ଯାଇଥିଲି–ବାଟରେ ଦଶ୍ରୀମାନଙ୍କ ସହ ସ୍ୱାକାରିକଭାବେ ଆଲୋଚନା କରିବା ବେଳେ । ମୋ ସ୍ୱାମୀ ଏବେ ବଦଳିଯାଇଥିଲେ ଏବଂ ସେ ମୋ ମାଆଙ୍କୁ କହିଲେ । ମୁଁ ଯେତେବେଳେ ଚେତା ଫେରିପାଇଲି ସେତେବେଳେ ମୋ ଚାରିପଟେ ଲୋକ ଭିଡ଼ ଜମିଥିଲା । ଆଜି ମୁଁ ଜାଣିଛି ଯେ ଅନେକ ପ୍ରାଣୀ ଆତ୍ମରକ୍ଷା ପାଇଁ ମୂର୍ଚ୍ଛା ଯିବାର ଅଭିନୟ କରନ୍ତି । ଗୋଟିଏ ଏକ ବିଶେଷ କୌଶଳ, ଯାହାକୁ ବୈଜ୍ଞାନିକମାନେ ଥାନାଟୋସିସ୍ ବା ମୃତ୍ୟୁ ଅଭିନୟ କୁହନ୍ତି । ଯେତେବେଳେ କୌଣସି ଶିକାରୀ ପ୍ରାଣୀ ଆକ୍ରମଣ କରେ ସେତେବେଳେ ଅନେକ ଛୋଟ ପ୍ରାଣୀ ହଠାତ୍ ଅଚଳ ହୋଇଯାଆନ୍ତି ଏବଂ ମୃତ ଭଳି ପଡ଼ି ରହନ୍ତି । ଶିକାରୀ ପ୍ରାଣୀ ସାଧାରଣତଃ ମୃତ ଶିକାରକୁ ଖାଇବାକୁ ପସନ୍ଦ କରେ ନାହିଁ, ତେଣୁ ସେ ସେଠାରୁ ଚାଲିଯାଏ । ଓପୋସମ୍ ନାମକ ପ୍ରାଣୀଟି ଏହି କୌଶଳ ପାଇଁ ସବୁଠାରୁ ପ୍ରସିଦ୍ଧ । ସେ ମୂର୍ଚ୍ଛା ଗଲାବେଳେ ତା'ର ଜିଭ ବାହାରି ଆସେ, ଆଖି ଖୋଲା ରହେ ଏବଂ ଶରୀରରୁ ଦୁର୍ଗନ୍ଧ ବାହାରେ । ଏହା କେତେ ମିନିଟ୍ ରୁ କେତେ ଘଣ୍ଟା ପର୍ଯ୍ୟନ୍ତ ରହିପାରେ । ସାପ, ବେଙ୍ଗ, କୁକୁଡ଼ା, ହାଙ୍ଗର ଏବଂ ଅନେକ କୀଟପତଙ୍ଗ ମଧ୍ୟ ଏହି କୌଶଳ ବ୍ୟବହାର କରନ୍ତି । ହଗ୍ନୋଜ୍ ସାପ ଆକ୍ରମଣକାରୀଙ୍କୁ ଦେଖି ପେଟ ଉପରକୁ କରି ପଡ଼ିଯାଏ ଏବଂ ପାଟି ଖୋଲି ଦିଏ । କେତେକ ପକ୍ଷୀ ଯେପରି କୁକୁଡ଼ା, ବତକ ଓ ଶିଖରା ଆକ୍ରମଣ ସମୟରେ ନିଶ୍ଚଳ ହୋଇଯାଆନ୍ତି । ମାଛ ମଧ୍ୟ ଏହି କୌଶଳ ଅବଲମ୍ବନ କରନ୍ତି । ଆଫ୍ରିକାର ସିକ୍ଲିଡ୍ ମାଛ ମୃତ ଭଳି ପାଣି ତଳେ ପଡ଼ି ରହେ ଏବଂ ଯେତେବେଳେ ଛୋଟ ମାଛ ଏହାକୁ ଖାଇବାକୁ ପାଖକୁ ଆସନ୍ତି ସେତେବେଳେ ହଠାତ୍ ଉଠି ସେମାନଙ୍କୁ ଶିକାର କରେ । ଅର୍ଥାତ୍ ମୂର୍ଚ୍ଛା କେବଳ ଆତ୍ମରକ୍ଷା ନୁହେଁ, ଶିକାରର ମଧ୍ୟ ଏକ କୌଶଳ । ବୈଜ୍ଞାନିକମାନେ କହନ୍ତି ଏହା ଏକ ସ୍ୱୟଂଚାଳିତ ପ୍ରତିକ୍ରିୟା, ଯାହା ପ୍ରାଣୀଟି ଇଚ୍ଛାକରି କରେ ନାହିଁ । ଭୟ ବଢ଼ିଗଲେ ମସ୍ତିଷ୍କ ଶରୀରକୁ ଅଚଳ କରିଦିଏ । ମଣିଷଙ୍କ ମଧ୍ୟରେ ମଧ୍ୟ ଏହି ପ୍ରତିକ୍ରିୟା ଦେଖାଯାଏ, ଯାହାକୁ ଟୋନିକ୍ ଇମୋବିଲିଟି କୁହାଯାଏ । ଆମେ ଏହି ପ୍ରାଣୀମାନଙ୍କ ପ୍ରତି ଦୟା ଦେଖାଇବା ଉଚିତ ଏବଂ ସେମାନଙ୍କ ପ୍ରାକୃତିକ ବାସସ୍ଥାନକୁ ସୁରକ୍ଷିତ ରଖିବା ଆବଶ୍ୟକ ।: [616, 189, 1155, 455]
letter-1: [1178, 58, 1496, 220]
solution-row: [1333, 2071, 1468, 2086]
sudoku-cell[interactable]: 1: [1305, 1783, 1336, 1819]
chirantani-line-1: ଯୌବ ଟିପୁର ଡା'ର ନାଳ କରି ଭେଲଛି: [17, 63, 169, 76]
solution-cell: 1: [1423, 2071, 1438, 2086]
solution-row: [1333, 2041, 1468, 2056]
letter-2-title: ଅଂଶୁଘାତ ଭୟ: [1271, 229, 1403, 258]
sudoku-cell[interactable]: 6: [1305, 1819, 1336, 1855]
main-article-author: ମାନେକା ଗାନ୍ଧୀ: [733, 579, 851, 599]
solution-cell: 1: [1363, 2146, 1378, 2161]
archive-label: ଅତୀତ ପଚିଶ ବର୍ଷ ତଳର ଧରିତ୍ରୀ...: [1187, 1429, 1327, 1473]
solution-cell: 6: [1453, 2056, 1468, 2071]
solution-cell: 5: [1363, 2131, 1378, 2146]
address-email-press[interactable]: E-mail:dharitripress@dharitri.com: [1239, 1262, 1435, 1276]
solution-cell: 6: [1348, 2116, 1363, 2131]
bottom-article-body: [5, 1815, 1165, 2285]
solution-row: [1333, 2086, 1468, 2101]
sudoku-cell[interactable]: 9: [1242, 1855, 1273, 1891]
sudoku-rules: ସୁ-ଡୋ-କୁ ଖେଳିବା ପାଇଁ : ଏଠାରେ ଥିବା ୯ଟି ଖଣ୍ଡରେ ୩×୩ ଘର ରହିଛି । ପ୍ରତି ଧାଡ଼ି, ସ୍ତମ୍ଭ ଓ ଖଣ୍ଡରେ ୧ରୁ ୯ ପର୍ଯ୍ୟନ୍ତ ଅଙ୍କ କେବଳ ଥରେ ରହିବ ।: [1180, 2042, 1326, 2118]
sudoku-cell[interactable]: [1274, 1963, 1305, 1990]
sudoku-cell[interactable]: [1242, 1711, 1273, 1747]
sudoku-cell[interactable]: [1460, 1711, 1489, 1747]
solution-cell: 6: [1378, 2041, 1393, 2056]
archive-item: ● ପାକିସ୍ତାନକୁ ଆମେରିକା ପ୍ରଶାସନର ଉଦାରପନ୍ତ ୩୧୦୦ ମିଲିଅନ ଡଲାରର ମୂଲ୍ୟର ସାମରିକ ସାହାଯ୍ୟ ।: [1178, 1491, 1496, 1517]
chirantani-line-3: ମୁଖ ଜବରା ତା'ର ତୋ ଜେବରେ: [17, 97, 141, 110]
sudoku-cell[interactable]: [1242, 1963, 1273, 1990]
letter-3-body: ପୂର୍ବତଟ ରେଳପଥ ମାଧ୍ୟମରେ ରାଜ୍ୟରେ ଅନେକ ଟ୍ରେନ ଚଳାଚଳ କରୁଛି । କିନ୍ତୁ ଅଧିକାଂଶ ଟ୍ରେନ ନିର୍ଦ୍ଧାରିତ ସମୟଠାରୁ ବିଳମ୍ବରେ ଚାଲୁଥିବାରୁ ଯାତ୍ରୀମାନେ ଅସୁବିଧାର ସମ୍ମୁଖୀନ ହେଉଛନ୍ତି । ଷ୍ଟେସନରେ ପାନୀୟ ଜଳ, ବିଶ୍ରାମାଗାର ଓ ଶୌଚାଳୟର ଅଭାବ ରହିଛି । ସଂରକ୍ଷିତ କୋଚରେ ମଧ୍ୟ ଅନଧିକୃତ ଯାତ୍ରୀ ଯାତ୍ରା କରୁଛନ୍ତି । ରେଳ କର୍ତ୍ତୃପକ୍ଷ ଏଥିପ୍ରତି ଧ୍ୟାନ ଦେଇ ଉପଯୁକ୍ତ ପଦକ୍ଷେପ ନେବା ଉଚିତ ।: [1178, 386, 1496, 465]
sudoku-cell[interactable]: [1305, 1927, 1336, 1963]
solution-cell: 7: [1393, 2101, 1408, 2116]
solution-cell: 9: [1333, 2146, 1348, 2161]
solution-cell: 3: [1333, 2116, 1348, 2131]
sudoku-cell[interactable]: 6: [1242, 1783, 1273, 1819]
solution-cell: 2: [1408, 2146, 1423, 2161]
solution-cell: 4: [1393, 2056, 1408, 2071]
solution-cell: 3: [1408, 2101, 1423, 2116]
sudoku-cell[interactable]: 3: [1336, 1891, 1367, 1927]
sudoku-cell[interactable]: [1430, 1819, 1459, 1855]
